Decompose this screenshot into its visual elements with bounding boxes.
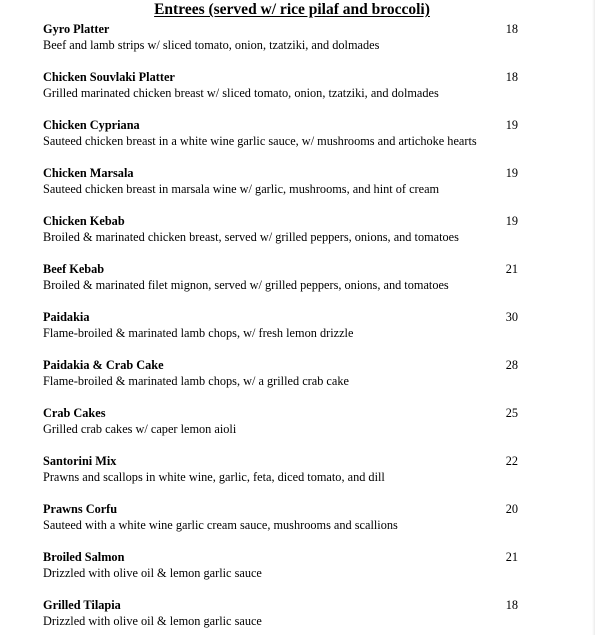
menu-item-description: Drizzled with olive oil & lemon garlic sauce bbox=[43, 614, 262, 628]
menu-item-price: 21 bbox=[505, 262, 518, 276]
menu-item-name: Prawns Corfu bbox=[43, 502, 118, 516]
menu-item-price: 28 bbox=[505, 358, 518, 372]
menu-item-price: 19 bbox=[505, 166, 518, 180]
menu-item bbox=[43, 214, 518, 250]
menu-item-name: Chicken Marsala bbox=[43, 166, 134, 180]
menu-item-description: Broiled & marinated chicken breast, served w/ grilled peppers, onions, and tomatoes bbox=[43, 230, 459, 244]
menu-item-price: 18 bbox=[505, 22, 518, 36]
menu-item bbox=[43, 550, 518, 586]
menu-item-name: Paidakia bbox=[43, 310, 90, 324]
menu-item-description: Flame-broiled & marinated lamb chops, w/ fresh lemon drizzle bbox=[43, 326, 354, 340]
menu-item-description: Prawns and scallops in white wine, garlic, feta, diced tomato, and dill bbox=[43, 470, 385, 484]
menu-item-price: 18 bbox=[505, 598, 518, 612]
menu-item bbox=[43, 22, 518, 58]
menu-item bbox=[43, 406, 518, 442]
menu-item-description: Sauteed chicken breast in marsala wine w/ garlic, mushrooms, and hint of cream bbox=[43, 182, 440, 196]
menu-item-price: 22 bbox=[505, 454, 518, 468]
menu-item-name: Chicken Souvlaki Platter bbox=[43, 70, 175, 84]
menu-item-name: Gyro Platter bbox=[43, 22, 110, 36]
menu-item-price: 19 bbox=[505, 214, 518, 228]
menu-item-name: Chicken Cypriana bbox=[43, 118, 140, 132]
menu-item-description: Flame-broiled & marinated lamb chops, w/ a grilled crab cake bbox=[43, 374, 349, 388]
menu-item bbox=[43, 502, 518, 538]
menu-item-description: Grilled crab cakes w/ caper lemon aioli bbox=[43, 422, 237, 436]
menu-item bbox=[43, 598, 518, 634]
menu-item-description: Drizzled with olive oil & lemon garlic sauce bbox=[43, 566, 262, 580]
menu-item-name: Broiled Salmon bbox=[43, 550, 125, 564]
menu-item-name: Grilled Tilapia bbox=[43, 598, 121, 612]
menu-item bbox=[43, 454, 518, 490]
menu-item-price: 18 bbox=[505, 70, 518, 84]
menu-item-description: Sauteed with a white wine garlic cream sauce, mushrooms and scallions bbox=[43, 518, 398, 532]
menu-item-price: 25 bbox=[505, 406, 518, 420]
menu-item-description: Broiled & marinated filet mignon, served w/ grilled peppers, onions, and tomatoes bbox=[43, 278, 449, 292]
menu-item-name: Paidakia & Crab Cake bbox=[43, 358, 164, 372]
menu-item bbox=[43, 358, 518, 394]
menu-item-name: Beef Kebab bbox=[43, 262, 105, 276]
menu-item-price: 30 bbox=[505, 310, 518, 324]
menu-item-price: 21 bbox=[505, 550, 518, 564]
menu-item bbox=[43, 262, 518, 298]
menu-item-description: Sauteed chicken breast in a white wine garlic sauce, w/ mushrooms and artichoke hearts bbox=[43, 134, 477, 148]
menu-item-price: 19 bbox=[505, 118, 518, 132]
menu-section-title: Entrees (served w/ rice pilaf and broccoli) bbox=[154, 1, 430, 18]
menu-item-name: Crab Cakes bbox=[43, 406, 106, 420]
menu-item bbox=[43, 166, 518, 202]
menu-item-name: Chicken Kebab bbox=[43, 214, 125, 228]
menu-item-price: 20 bbox=[505, 502, 518, 516]
menu-item-description: Beef and lamb strips w/ sliced tomato, onion, tzatziki, and dolmades bbox=[43, 38, 380, 52]
menu-item bbox=[43, 310, 518, 346]
menu-item-name: Santorini Mix bbox=[43, 454, 117, 468]
menu-item bbox=[43, 118, 518, 154]
menu-item-description: Grilled marinated chicken breast w/ sliced tomato, onion, tzatziki, and dolmades bbox=[43, 86, 439, 100]
menu-item bbox=[43, 70, 518, 106]
